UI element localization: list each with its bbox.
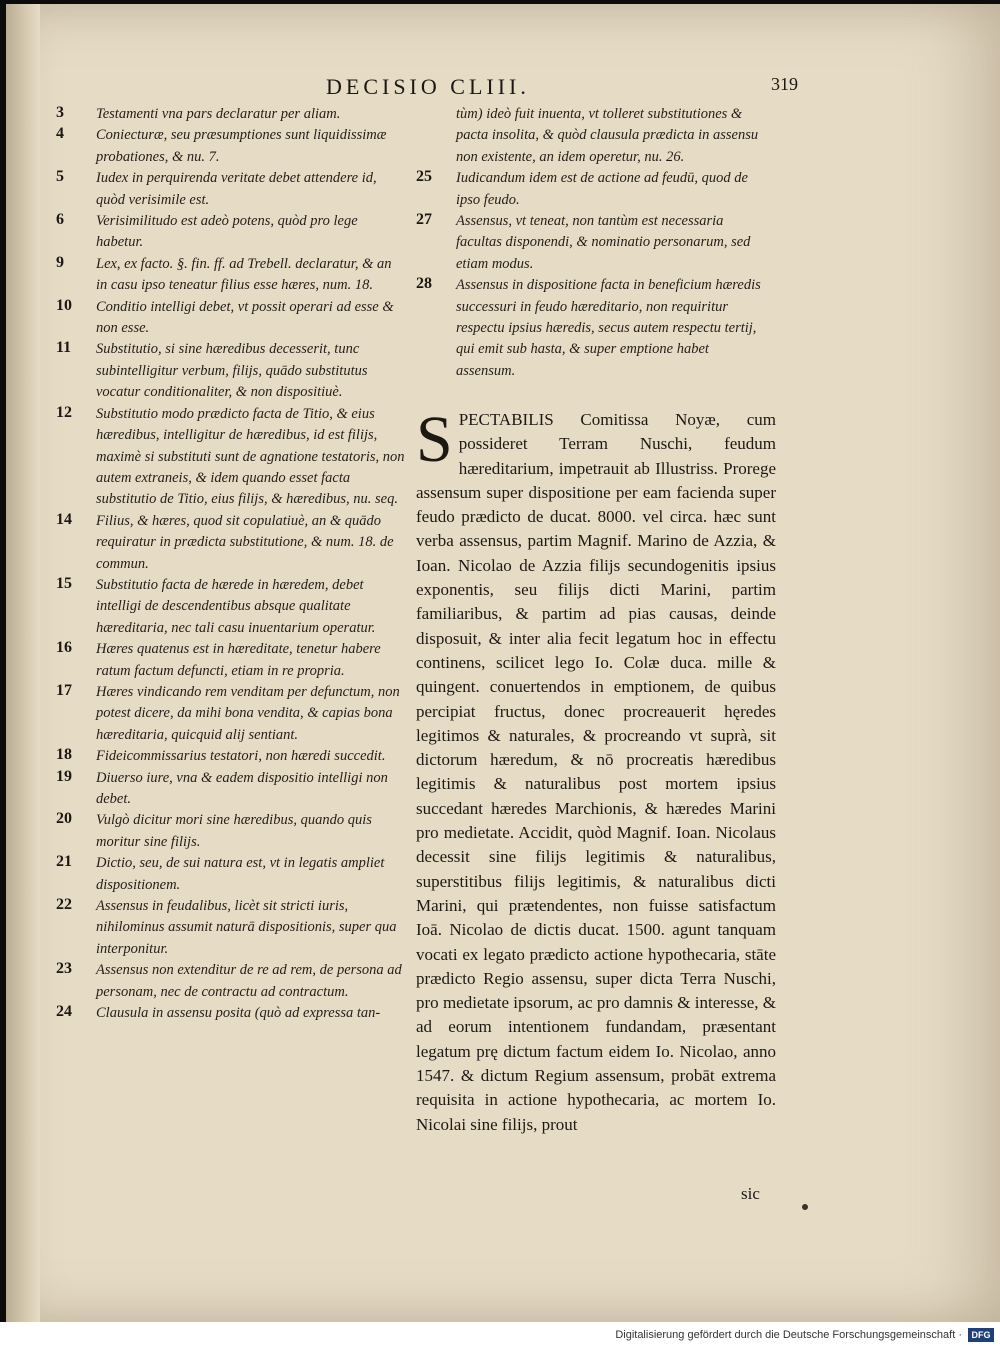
summary-entry: 3 Testamenti vna pars declaratur per aliam.: [56, 104, 341, 122]
summary-entry: 4 Coniecturæ, seu præsumptiones sunt liquidissimæ probationes, & nu. 7.: [56, 125, 387, 165]
summary-entry: 5 Iudex in perquirenda veritate debet attendere id, quòd verisimile est.: [56, 168, 377, 208]
summary-entry: 20 Vulgò dicitur mori sine hæredibus, quando quis moritur sine filijs.: [56, 810, 372, 850]
main-paragraph: PECTABILIS Comitissa Noyæ, cum possideret Terram Nuschi, feudum hæreditarium, impetrauit ab Illustriss. Prorege assensum super dispositione per eam facienda super feudo prædicto de ducat. 8000. vel circa. hæc sunt verba assensus, partim Magnif. Marino de Azzia, & Ioan. Nicolao de Azzia filijs secundogenitis ipsius exponentis, seu filijs dicti Marini, partim familiaribus, & partim ad pias causas, deinde disposuit, & inter alia fecit legatum hoc in effectu continens, scilicet lego Io. Colæ duca. mille & quingent. conuertendos in emptionem, de quibus percipiat fructus, donec procreauerit hęredes legitimos & naturales, & procreando vt suprà, sit dictorum hæredum, & nō procreatis hæredibus legitimis & naturalibus post mortem ipsius succedant hæredes Marchionis, & hæredes Marini pro medietate. Accidit, quòd Magnif. Ioan. Nicolaus decessit sine filijs legitimis & naturalibus, superstitibus filijs legitimis, & naturalibus dicti Marini, qui prætendentes, non fuisse satisfactum Ioā. Nicolao de dictis ducat. 1500. agunt tanquam vocati ex legato prædicto actione hypothecaria, stāte prædicto Regio assensu, super dicta Terra Nuschi, pro medietate ipsorum, ac pro damnis & interesse, & ad eorum intentionem fundandam, præsentant legatum prę dictum factum eidem Io. Nicolao, anno 1547. & dictum Regium assensum, probāt extrema requisita in actione hypothecaria, ac mortem Io. Nicolai sine filijs, prout: [416, 410, 776, 1134]
summary-entry: 25 Iudicandum idem est de actione ad feudū, quod de ipso feudo.: [416, 168, 748, 208]
running-header: [326, 74, 886, 104]
summary-entry: 16 Hæres quatenus est in hæreditate, tenetur habere ratum factum defuncti, etiam in re propria.: [56, 639, 381, 679]
summary-entry: tùm) ideò fuit inuenta, vt tolleret substitutiones & pacta insolita, & quòd clausula prædicta in assensu non existente, an idem operetur, nu. 26.: [456, 106, 759, 165]
dfg-logo: DFG: [968, 1328, 994, 1342]
book-page: [6, 4, 1000, 1322]
summary-right-column: [416, 104, 771, 382]
digitization-footer: [0, 1322, 1000, 1350]
summary-entry: 21 Dictio, seu, de sui natura est, vt in legatis ampliet dispositionem.: [56, 853, 385, 893]
summary-entry: 24 Clausula in assensu posita (quò ad expressa tan-: [56, 1003, 381, 1022]
summary-entry: 22 Assensus in feudalibus, licèt sit stricti iuris, nihilominus assumit naturā dispositionis, super qua interponitur.: [56, 896, 397, 957]
page-number: 319: [771, 74, 798, 94]
summary-entry: 27 Assensus, vt teneat, non tantùm est necessaria facultas disponendi, & nominatio personarum, sed etiam modus.: [416, 211, 751, 272]
ink-stain: [802, 1204, 808, 1210]
summary-entry: 6 Verisimilitudo est adeò potens, quòd pro lege habetur.: [56, 211, 358, 251]
summary-entry: 11 Substitutio, si sine hæredibus decesserit, tunc subintelligitur verbum, filijs, quādo substitutus vocatur conditionaliter, & non dispositiuè.: [56, 339, 368, 401]
summary-entry: 23 Assensus non extenditur de re ad rem, de persona ad personam, nec de contractu ad contractum.: [56, 960, 402, 1000]
catchword: sic: [741, 1184, 760, 1203]
summary-entry: 14 Filius, & hæres, quod sit copulatiuè, an & quādo requiratur in prædicta substitutione, & num. 18. de commun.: [56, 510, 394, 572]
summary-left-column: [56, 104, 406, 1024]
summary-entry: 12 Substitutio modo prædicto facta de Titio, & eius hæredibus, intelligitur de hæredibus, id est filijs, maximè si substituti sunt de agnatione testatoris, non autem extraneis, & idem quando esset facta substitutio de Titio, eius filijs, & hæredibus, nu. seq.: [56, 403, 405, 508]
summary-entry: 28 Assensus in dispositione facta in beneficium hæredis successuri in feudo hæreditario, non requiritur respectu ipsius hæredis, secus autem respectu tertij, qui emit sub hasta, & super emptione habet assensum.: [416, 275, 761, 379]
summary-entry: 10 Conditio intelligi debet, vt possit operari ad esse & non esse.: [56, 296, 394, 337]
page-gutter: [6, 4, 40, 1322]
summary-entry: 18 Fideicommissarius testatori, non hæredi succedit.: [56, 746, 386, 765]
summary-entry: 9 Lex, ex facto. §. fin. ff. ad Trebell. declaratur, & an in casu ipso teneatur filius esse hæres, num. 18.: [56, 253, 392, 294]
summary-entry: 15 Substitutio facta de hærede in hæredem, debet intelligi de descendentibus absque qualitate hæreditaria, nec tali casu inuentarium operatur.: [56, 574, 376, 636]
drop-cap: S: [416, 403, 453, 476]
summary-entry: 19 Diuerso iure, vna & eadem dispositio intelligi non debet.: [56, 767, 388, 807]
decision-title: DECISIO CLIII.: [326, 74, 530, 99]
main-text: [416, 403, 776, 1137]
summary-entry: 17 Hæres vindicando rem venditam per defunctum, non potest dicere, da mihi bona vendita, & capias bona hæreditaria, quicquid alij sentiant.: [56, 681, 400, 743]
footer-credit: Digitalisierung gefördert durch die Deutsche Forschungsgemeinschaft ·: [615, 1329, 962, 1341]
